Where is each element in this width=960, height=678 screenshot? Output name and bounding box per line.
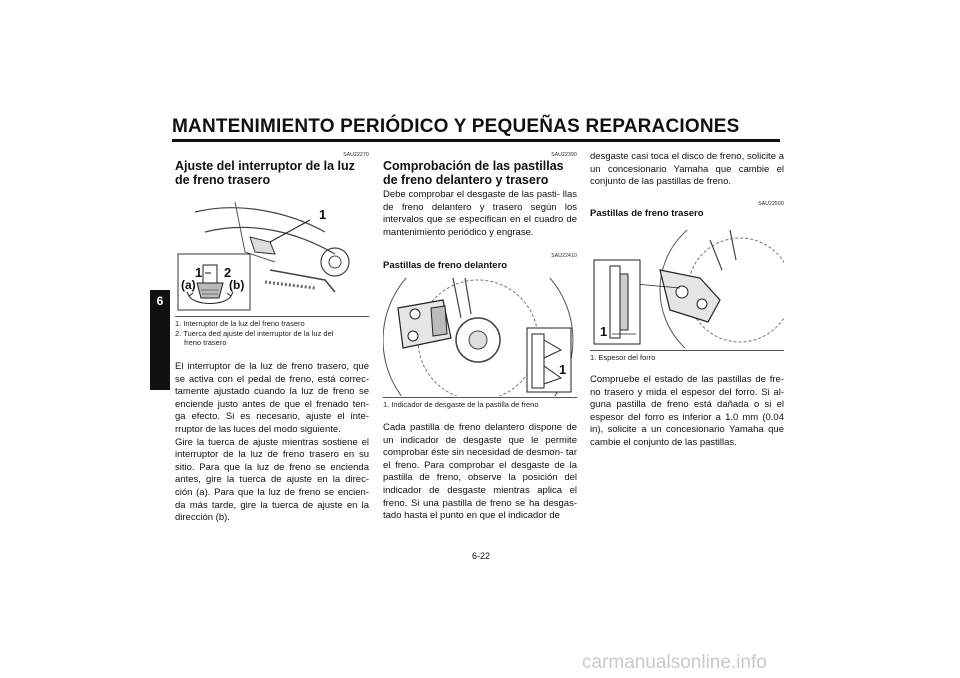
paragraph-2: Gire la tuerca de ajuste mientras sostiene el interruptor de la luz de freno trasero en su sitio. Para que la luz de freno se encienda antes, gire la tuerca de ajuste en la direc- ción (a). Para que la luz de freno se encien- da más tarde, gire la tuerca de ajuste en la dirección (b). (175, 436, 369, 524)
subsection-code: SAU22410 (551, 253, 577, 260)
section-rear-brake (590, 151, 784, 219)
continuation-paragraph: desgaste casi toca el disco de freno, solicite a un concesionario Yamaha que cambie el conjunto de las pastillas de freno. (590, 151, 784, 188)
paragraph-1: El interruptor de la luz de freno trasero, que se activa con el pedal de freno, está correc- tamente ajustado cuando la luz de freno se enciende justo antes de que el frenado ten- ga efecto. Si es necesario, ajuste el inte- rruptor de las luces del modo siguiente. (175, 361, 369, 435)
brake-light-switch-figure (175, 192, 369, 314)
front-brake-figure (383, 278, 577, 396)
section-heading: Comprobación de las pastillas de freno delantero y trasero (383, 159, 564, 187)
front-brake-paragraph: Cada pastilla de freno delantero dispone de un indicador de desgaste que le permite comprobar éste sin necesidad de desmon- tar el freno. Para comprobar el desgaste de la pastilla de freno, observe la posición del indicador de desgaste mientras aplica el freno. Si una pastilla de freno se ha desgas- tado hasta el punto en que el indicador de (383, 422, 577, 522)
section-heading: Ajuste del interruptor de la luz de freno trasero (175, 159, 355, 187)
rear-brake-illustration (590, 230, 784, 348)
section-code: SAU22390 (551, 152, 577, 158)
callout-2: 2 (224, 265, 232, 280)
callout-b: (b) (229, 278, 245, 292)
brake-light-switch-text (175, 361, 369, 525)
subsection-heading: Pastillas de freno delantero (383, 260, 508, 272)
section-code: SAU22270 (343, 152, 369, 158)
page-title: MANTENIMIENTO PERIÓDICO Y PEQUEÑAS REPARACIONES (172, 116, 740, 137)
brake-light-switch-captions (175, 316, 369, 348)
rear-brake-caption (590, 350, 784, 363)
callout-1: 1 (559, 362, 567, 377)
callout-a: (a) (181, 278, 196, 292)
subsection-code: SAU22500 (758, 200, 784, 207)
caption-rule (383, 397, 577, 398)
front-brake-illustration (383, 278, 577, 396)
caption-1: 1. Indicador de desgaste de la pastilla de freno (383, 400, 539, 409)
callout-main-1: 1 (319, 207, 327, 222)
rear-brake-text (590, 374, 784, 450)
section-brake-pads (383, 152, 577, 271)
title-rule (172, 139, 780, 142)
caption-1: 1. Interruptor de la luz del freno trasero (175, 319, 305, 328)
rear-brake-figure (590, 230, 784, 348)
brake-light-switch-illustration (175, 192, 369, 314)
section-brake-light-switch (175, 152, 369, 187)
caption-2: 2. Tuerca ded ajuste del interruptor de la luz del (175, 328, 334, 338)
caption-1: 1. Espesor del forro (590, 353, 656, 362)
rear-brake-paragraph: Compruebe el estado de las pastillas de fre- no trasero y mida el espesor del forro. Si al- guna pastilla de freno está dañada o si el espesor del forro es inferior a 1.0 mm (0.04 in), solicite a un concesionario Yamaha que cambie el conjunto de las pastillas. (590, 374, 784, 448)
front-brake-text (383, 422, 577, 523)
caption-rule (590, 350, 784, 351)
callout-1: 1 (195, 265, 203, 280)
callout-1: 1 (600, 324, 608, 339)
watermark: carmanualsonline.info (582, 652, 767, 673)
caption-2-cont: freno trasero (184, 338, 227, 347)
chapter-tab-label: 6 (156, 294, 164, 308)
front-brake-caption (383, 397, 577, 410)
page-number: 6-22 (471, 551, 490, 561)
subsection-heading: Pastillas de freno trasero (590, 207, 704, 219)
intro-paragraph: Debe comprobar el desgaste de las pasti- llas de freno delantero y trasero según los intervalos que se especifican en el cuadro de mantenimiento periódico y engrase. (383, 189, 577, 238)
caption-rule (175, 316, 369, 317)
chapter-tab (150, 290, 170, 390)
